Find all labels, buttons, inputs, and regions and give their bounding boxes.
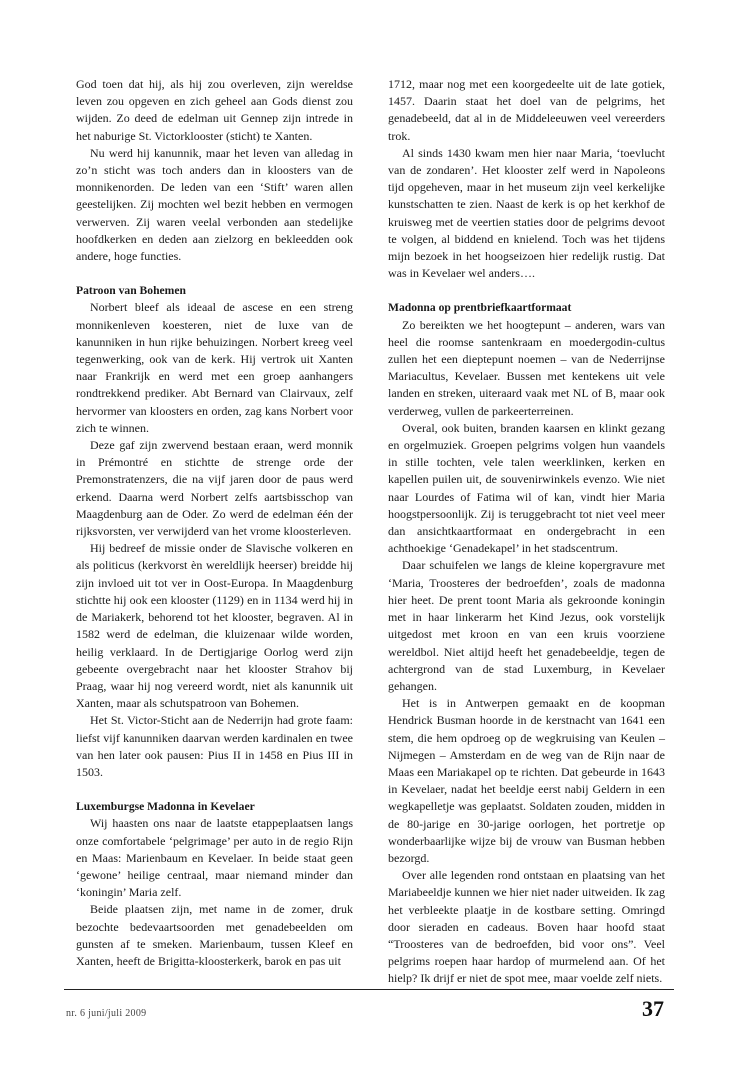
footer-rule (64, 989, 674, 990)
section-heading: Madonna op prentbriefkaartformaat (388, 301, 572, 315)
paragraph: Norbert bleef als ideaal de ascese en een streng monnikenleven koesteren, niet de luxe van de kanunniken in hun rijke behuizingen. Norbert kreeg veel tegenwerking, ook van de kerk. Hij vertrok uit Xanten naar Frankrijk en werd met een groep aanhangers rondtrekkend prediker. Abt Bernard van Clairvaux, zelf hervormer van kloosters en orden, zag kans Norbert voor zich te winnen. (76, 300, 353, 435)
page-number: 37 (642, 996, 664, 1021)
issue-label: nr. 6 juni/juli 2009 (66, 1008, 147, 1019)
paragraph: Het St. Victor-Sticht aan de Nederrijn had grote faam: liefst vijf kanunniken daarvan werden kardinalen en twee van hen later ook pausen: Pius II in 1458 en Pius III in 1503. (76, 713, 353, 779)
paragraph: 1712, maar nog met een koorgedeelte uit de late gotiek, 1457. Daarin staat het doel van de pelgrims, het genadebeeld, dat al in de Middeleeuwen veel vereerders trok. (388, 77, 665, 143)
paragraph: Al sinds 1430 kwam men hier naar Maria, ‘toevlucht van de zondaren’. Het klooster zelf werd in Napoleons tijd opgeheven, maar in het museum zijn veel kerkelijke kunstschatten te zien. Naast de kerk is op het kerkhof de kruisweg met de veertien staties door de pelgrims devoot te volgen, al biddend en knielend. Toch was het tijdens mijn bezoek in het hoogseizoen hier redelijk rustig. Dat was in Kevelaer wel anders…. (388, 145, 665, 281)
paragraph: Overal, ook buiten, branden kaarsen en klinkt gezang en orgelmuziek. Groepen pelgrims volgen hun vaandels in stille tochten, vele talen weerklinken, kerken en kapellen puilen uit, de souvenirwinkels evenzo. Wie niet naar Lourdes of Fatima wil of kan, vindt hier Maria hoogstpersoonlijk. Zij is teruggebracht tot niet veel meer dan ansichtkaartformaat en ondergebracht in een achthoekige ‘Genadekapel’ in het stadscentrum. (388, 420, 665, 556)
section-heading: Luxemburgse Madonna in Kevelaer (76, 800, 255, 814)
left-column (76, 76, 353, 970)
paragraph: Zo bereikten we het hoogtepunt – anderen, wars van heel die roomse santenkraam en moedergodin-cultus zullen het een dieptepunt noemen – van de Nederrijnse Mariacultus, Kevelaer. Bussen met kentekens uit vele landen en streken, uiteraard vaak met NL of B, maar ook verderweg, vullen de parkeerterreinen. (388, 317, 665, 418)
paragraph: Beide plaatsen zijn, met name in de zomer, druk bezochte bedevaartsoorden met genadebeelden om gunsten af te smeken. Marienbaum, tussen Kleef en Xanten, heeft de Brigitta-kloosterkerk, barok en pas uit (76, 902, 353, 968)
paragraph: Wij haasten ons naar de laatste etappeplaatsen langs onze comfortabele ‘pelgrimage’ per auto in de regio Rijn en Maas: Marienbaum en Kevelaer. In beide staat geen ‘gewone’ heilige centraal, maar niemand minder dan ‘koningin’ Maria zelf. (76, 816, 353, 900)
right-column (388, 76, 665, 988)
paragraph: Daar schuifelen we langs de kleine kopergravure met ‘Maria, Troosteres der bedroefden’, zoals de madonna hier heet. De prent toont Maria als gekroonde koningin met in haar linkerarm het Kind Jezus, ook vorstelijk uitgedost met kroon en van een kruis voorziene wereldbol. Niet altijd heeft het genadebeeldje, tegen de achtergrond van de stad Luxemburg, in Kevelaer gehangen. (388, 558, 665, 693)
paragraph: God toen dat hij, als hij zou overleven, zijn wereldse leven zou opgeven en zich geheel aan Gods dienst zou wijden. Zo deed de edelman uit Gennep zijn intrede in het naburige St. Victorklooster (sticht) te Xanten. (76, 77, 353, 143)
paragraph: Hij bedreef de missie onder de Slavische volkeren en als politicus (kerkvorst èn wereldlijk heerser) breidde hij zijn invloed uit tot ver in Oost-Europa. In Maagdenburg stichtte hij ook een klooster (1129) en in 1134 werd hij in de Mariakerk, behorend tot het klooster, begraven. Al in 1582 werd de edelman, die kluizenaar wilde worden, heilig verklaard. In de Dertigjarige Oorlog werd zijn gebeente overgebracht naar het klooster Strahov bij Praag, waar hij nog vereerd wordt, niet als kanunnik uit Xanten, maar als schutspatroon van Bohemen. (76, 541, 353, 711)
paragraph: Nu werd hij kanunnik, maar het leven van alledag in zo’n sticht was toch anders dan in kloosters van de monnikenorden. De leden van een ‘Stift’ waren allen geestelijken. Zij mochten wel bezit hebben en vermogen verwerven. Zij waren veelal verbonden aan stedelijke hoofdkerken en deden aan zielzorg en bekleedden ook andere, hoge functies. (76, 145, 353, 264)
paragraph: Over alle legenden rond ontstaan en plaatsing van het Mariabeeldje kunnen we hier niet nader uitweiden. Ik zag het verbleekte plaatje in de kostbare setting. Omringd door sieraden en cadeaus. Boven haar hoofd staat “Troosteres van de bedroefden, bid voor ons”. Veel pelgrims roepen haar hardop of murmelend aan. Of het hielp? Ik drijf er niet de spot mee, maar voelde zelf niets. (388, 868, 665, 986)
section-heading: Patroon van Bohemen (76, 284, 186, 298)
paragraph: Het is in Antwerpen gemaakt en de koopman Hendrick Busman hoorde in de kerstnacht van 1641 een stem, die hem opdroeg op de wegkruising van Keulen – Nijmegen – Amsterdam en de weg van de Rijn naar de Maas een Mariakapel op te richten. Dat gebeurde in 1643 in Kevelaer, nadat het beeldje eerst nabij Geldern in een wegkapelletje was geplaatst. Soldaten zouden, midden in de 80-jarige en 30-jarige oorlogen, het portretje op wonderbaarlijke wijze bij de vrouw van Busman hebben bezorgd. (388, 696, 665, 865)
paragraph: Deze gaf zijn zwervend bestaan eraan, werd monnik in Prémontré en stichtte de strenge orde der Premonstratenzers, die na vijf jaren door de paus werd erkend. Daarna werd Norbert zelfs aartsbisschop van Maagdenburg aan de Oder. Zo werd de edelman één der rijksvorsten, ver verwijderd van het vrome kloosterleven. (76, 438, 353, 539)
